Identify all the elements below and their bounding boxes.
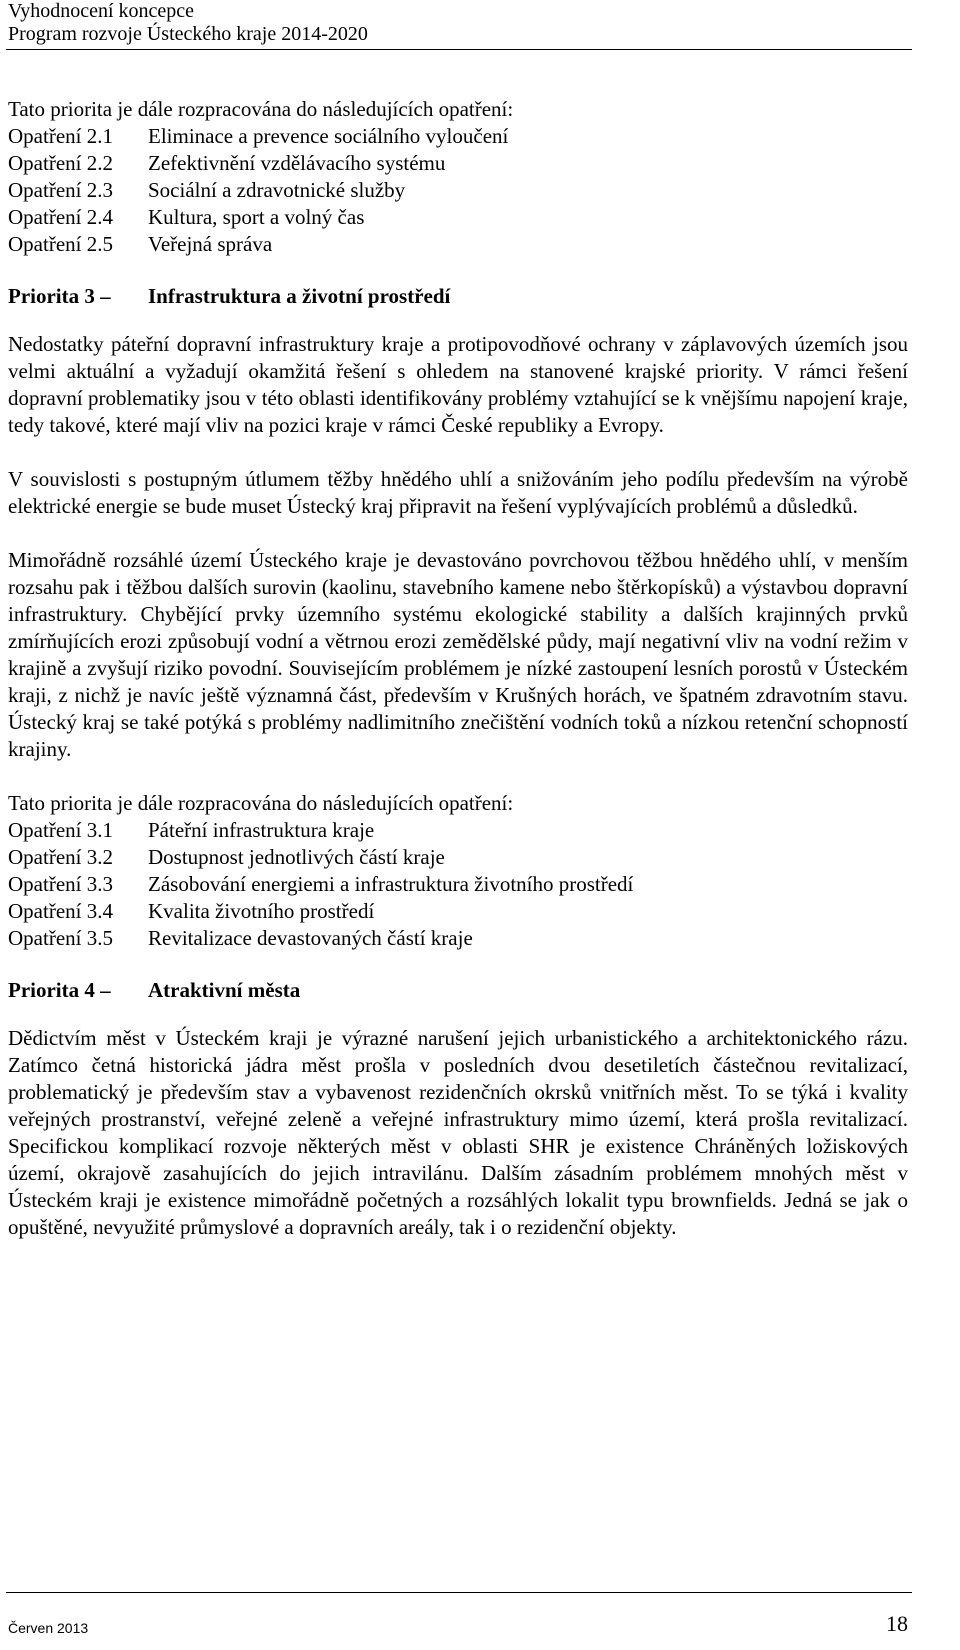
header-program-title: Program rozvoje Ústeckého kraje 2014-2020	[8, 23, 368, 45]
page-content	[8, 96, 908, 1241]
measure-item	[8, 925, 908, 952]
measure-number: Opatření 3.5	[8, 926, 113, 950]
priority4-title: Atraktivní města	[148, 978, 301, 1002]
measure-name: Sociální a zdravotnické služby	[148, 178, 406, 202]
footer-date: Červen 2013	[8, 1620, 89, 1636]
measure-number: Opatření 2.3	[8, 178, 113, 202]
measure-name: Zefektivnění vzdělávacího systému	[148, 151, 446, 175]
measure-number: Opatření 2.5	[8, 232, 113, 256]
measure-number: Opatření 3.4	[8, 899, 113, 923]
measure-item	[8, 817, 908, 844]
measure-number: Opatření 3.2	[8, 845, 113, 869]
priority3-title: Infrastruktura a životní prostředí	[148, 284, 451, 308]
header-document-title: Vyhodnocení koncepce	[8, 0, 195, 22]
measure-name: Zásobování energiemi a infrastruktura životního prostředí	[148, 872, 634, 896]
measure-name: Veřejná správa	[148, 232, 273, 256]
measure-item	[8, 177, 908, 204]
page-number: 18	[886, 1611, 908, 1636]
measure-number: Opatření 3.1	[8, 818, 113, 842]
measure-name: Kvalita životního prostředí	[148, 899, 375, 923]
measure-item	[8, 898, 908, 925]
measure-item	[8, 123, 908, 150]
priority3-paragraph-1: Nedostatky páteřní dopravní infrastruktury kraje a protipovodňové ochrany v záplavových územích jsou velmi aktuální a vyžadují okamžitá řešení s ohledem na stanovené krajské priority. V rámci řešení dopravní problematiky jsou v této oblasti identifikovány problémy vztahující se k vnějšímu napojení kraje, tedy takové, které mají vliv na pozici kraje v rámci České republiky a Evropy.	[8, 332, 908, 437]
priority3-label: Priorita 3 –	[8, 284, 111, 308]
measure-number: Opatření 2.2	[8, 151, 113, 175]
priority4-paragraph-1: Dědictvím měst v Ústeckém kraji je výrazné narušení jejich urbanistického a architektonického rázu. Zatímco četná historická jádra měst prošla v posledních dvou desetiletích částečnou revitalizací, problematický je především stav a vybavenost rezidenčních okrsků vnitřních měst. To se týká i kvality veřejných prostranství, veřejné zeleně a veřejné infrastruktury mimo území, která prošla revitalizací. Specifickou komplikací rozvoje některých měst v oblasti SHR je existence Chráněných ložiskových území, okrajově zasahujících do jejich intravilánu. Dalším zásadním problémem mnohých měst v Ústeckém kraji je existence mimořádně početných a rozsáhlých lokalit typu brownfields. Jedná se jak o opuštěné, nevyužité průmyslové a dopravních areály, tak i o rezidenční objekty.	[8, 1026, 908, 1239]
measure-name: Páteřní infrastruktura kraje	[148, 818, 375, 842]
measure-item	[8, 204, 908, 231]
footer-divider	[6, 1592, 912, 1593]
measure-number: Opatření 2.4	[8, 205, 113, 229]
priority2-measures-intro: Tato priorita je dále rozpracována do následujících opatření:	[8, 97, 514, 121]
measure-item	[8, 871, 908, 898]
measure-item	[8, 231, 908, 258]
measure-name: Dostupnost jednotlivých částí kraje	[148, 845, 445, 869]
measure-item	[8, 844, 908, 871]
page-header	[8, 0, 908, 46]
priority3-measure-list	[8, 817, 908, 952]
measure-number: Opatření 2.1	[8, 124, 113, 148]
measure-name: Eliminace a prevence sociálního vyloučení	[148, 124, 509, 148]
measure-name: Kultura, sport a volný čas	[148, 205, 365, 229]
priority3-measures-intro: Tato priorita je dále rozpracována do následujících opatření:	[8, 791, 514, 815]
priority3-paragraph-3: Mimořádně rozsáhlé území Ústeckého kraje je devastováno povrchovou těžbou hnědého uhlí, v menším rozsahu pak i těžbou dalších surovin (kaolinu, stavebního kamene nebo štěrkopísků) a výstavbou dopravní infrastruktury. Chybějící prvky územního systému ekologické stability a dalších krajinných prvků zmírňujících erozi způsobují vodní a větrnou erozi zemědělské půdy, mají negativní vliv na vodní režim v krajině a zvyšují riziko povodní. Souvisejícím problémem je nízké zastoupení lesních porostů v Ústeckém kraji, z nichž je navíc ještě významná část, především v Krušných horách, ve špatném zdravotním stavu. Ústecký kraj se také potýká s problémy nadlimitního znečištění vodních toků a nízkou retenční schopností krajiny.	[8, 548, 908, 761]
priority2-measure-list	[8, 123, 908, 258]
measure-name: Revitalizace devastovaných částí kraje	[148, 926, 473, 950]
priority3-paragraph-2: V souvislosti s postupným útlumem těžby hnědého uhlí a snižováním jeho podílu především na výrobě elektrické energie se bude muset Ústecký kraj připravit na řešení vyplývajících problémů a důsledků.	[8, 467, 908, 518]
measure-item	[8, 150, 908, 177]
priority3-heading	[8, 283, 908, 310]
priority4-heading	[8, 977, 908, 1004]
header-divider	[6, 49, 912, 50]
measure-number: Opatření 3.3	[8, 872, 113, 896]
priority4-label: Priorita 4 –	[8, 978, 111, 1002]
